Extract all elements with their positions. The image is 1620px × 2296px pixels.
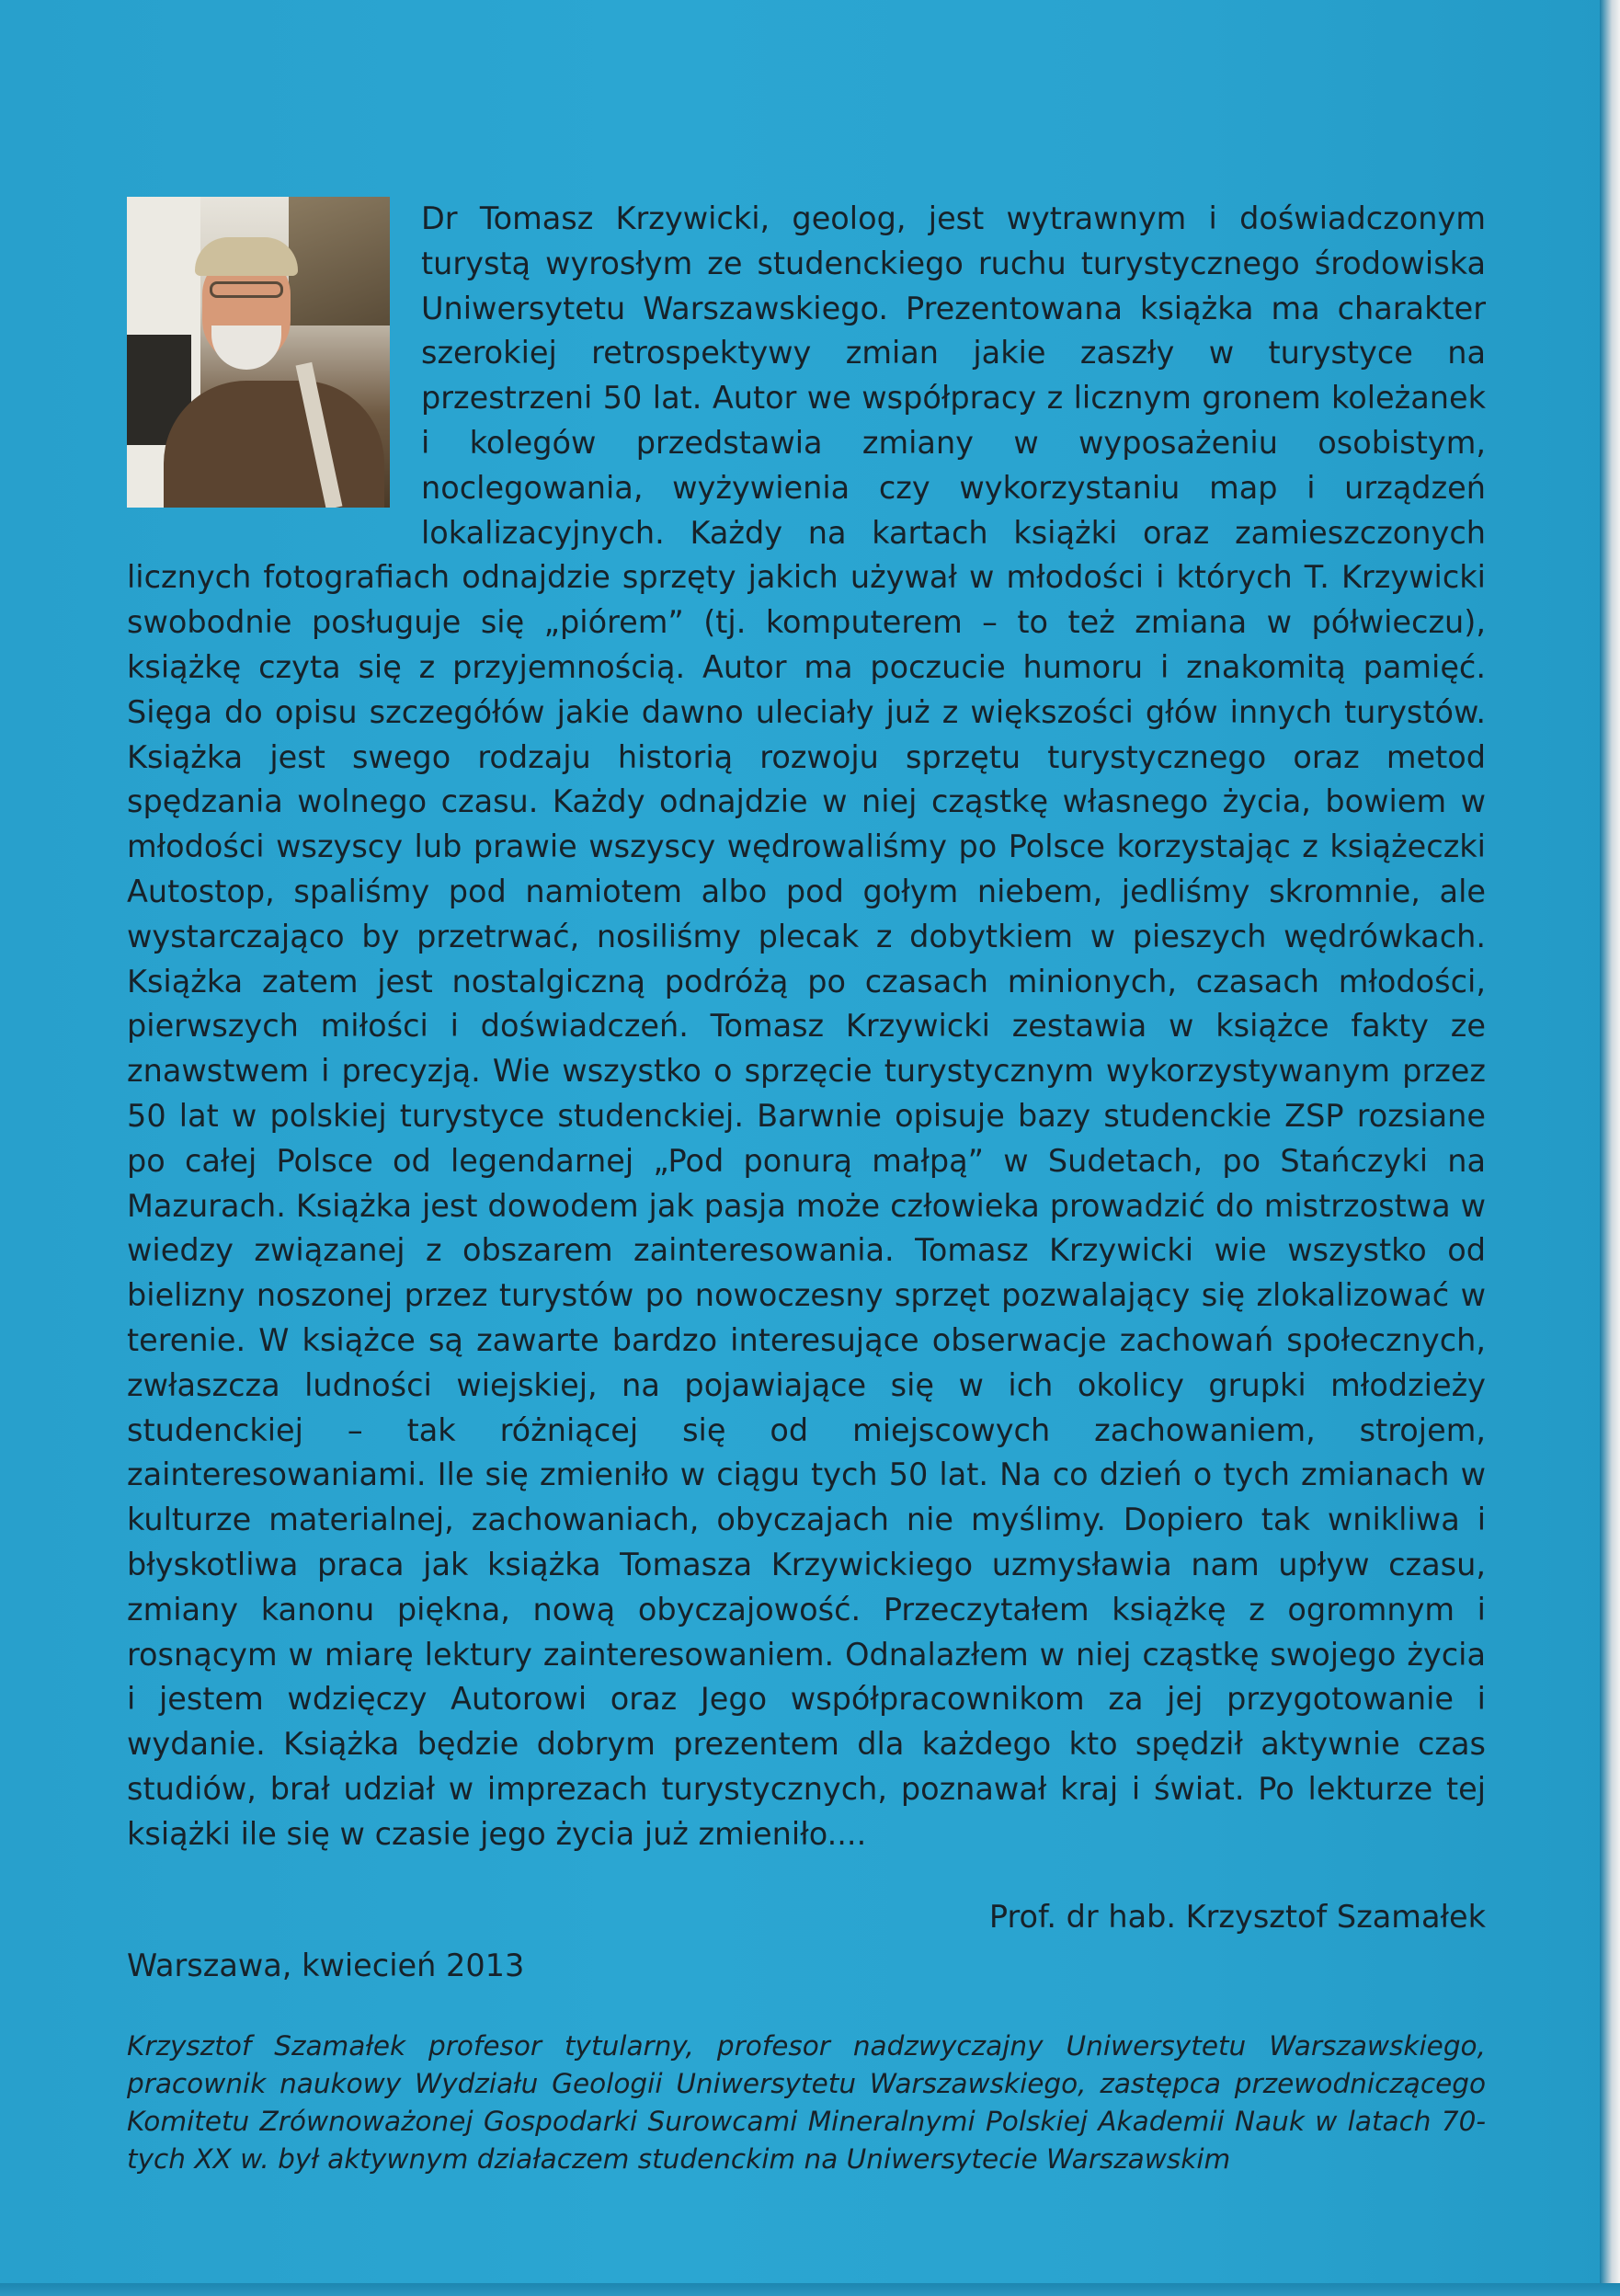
reviewer-bio: Krzysztof Szamałek profesor tytularny, profesor nadzwyczajny Uniwersytetu Warszawskiego, pracownik naukowy Wydziału Geologii Uniwersytetu Warszawskiego, zastępca przewodniczącego Komitetu Zrównoważonej Gospodarki Surowcami Mineralnymi Polskiej Akademii Nauk w latach 70-tych XX w. był aktywnym działaczem studenckim na Uniwersytecie Warszawskim	[127, 2030, 1486, 2176]
photo-beard	[211, 326, 281, 370]
place-date: Warszawa, kwiecień 2013	[127, 1948, 525, 1984]
photo-cap	[195, 237, 298, 276]
author-photo	[127, 197, 390, 508]
photo-jacket	[164, 381, 384, 508]
cover-content	[127, 197, 1486, 2178]
review-text: Dr Tomasz Krzywicki, geolog, jest wytrawnym i doświadczonym turystą wyrosłym ze studenckiego ruchu turystycznego środowiska Uniwersytetu Warszawskiego. Prezentowana książka ma charakter szerokiej retrospektywy zmian jakie zaszły w turystyce na przestrzeni 50 lat. Autor we współpracy z licznym gronem koleżanek i kolegów przedstawia zmiany w wyposażeniu osobistym, noclegowania, wyżywienia czy wykorzystaniu map i urządzeń lokalizacyjnych. Każdy na kartach książki oraz zamieszczonych licznych fotografiach odnajdzie sprzęty jakich używał w młodości i których T. Krzywicki swobodnie posługuje się „piórem” (tj. komputerem – to też zmiana w półwieczu), książkę czyta się z przyjemnością. Autor ma poczucie humoru i znakomitą pamięć. Sięga do opisu szczegółów jakie dawno uleciały już z większości głów innych turystów. Książka jest swego rodzaju historią rozwoju sprzętu turystycznego oraz metod spędzania wolnego czasu. Każdy odnajdzie w niej cząstkę własnego życia, bowiem w młodości wszyscy lub prawie wszyscy wędrowaliśmy po Polsce korzystając z książeczki Autostop, spaliśmy pod namiotem albo pod gołym niebem, jedliśmy skromnie, ale wystarczająco by przetrwać, nosiliśmy plecak z dobytkiem w pieszych wędrówkach. Książka zatem jest nostalgiczną podróżą po czasach minionych, czasach młodości, pierwszych miłości i doświadczeń. Tomasz Krzywicki zestawia w książce fakty ze znawstwem i precyzją. Wie wszystko o sprzęcie turystycznym wykorzystywanym przez 50 lat w polskiej turystyce studenckiej. Barwnie opisuje bazy studenckie ZSP rozsiane po całej Polsce od legendarnej „Pod ponurą małpą” w Sudetach, po Stańczyki na Mazurach. Książka jest dowodem jak pasja może człowieka prowadzić do mistrzostwa w wiedzy związanej z obszarem zainteresowania. Tomasz Krzywicki wie wszystko od bielizny noszonej przez turystów po nowoczesny sprzęt pozwalający się zlokalizować w terenie. W książce są zawarte bardzo interesujące obserwacje zachowań społecznych, zwłaszcza ludności wiejskiej, na pojawiające się w ich okolicy grupki młodzieży studenckiej – tak różniącej się od miejscowych zachowaniem, strojem, zainteresowaniami. Ile się zmieniło w ciągu tych 50 lat. Na co dzień o tych zmianach w kulturze materialnej, zachowaniach, obyczajach nie myślimy. Dopiero tak wnikliwa i błyskotliwa praca jak książka Tomasza Krzywickiego uzmysławia nam upływ czasu, zmiany kanonu piękna, nową obyczajowość. Przeczytałem książkę z ogromnym i rosnącym w miarę lektury zainteresowaniem. Odnalazłem w niej cząstkę swojego życia i jestem wdzięczy Autorowi oraz Jego współpracownikom za jej przygotowanie i wydanie. Książka będzie dobrym prezentem dla każdego kto spędził aktywnie czas studiów, brał udział w imprezach turystycznych, poznawał kraj i świat. Po lekturze tej książki ile się w czasie jego życia już zmieniło....	[127, 200, 1486, 1852]
photo-glasses	[210, 281, 283, 298]
cover-bottom-edge	[0, 2283, 1620, 2296]
cover-edge	[1600, 0, 1620, 2296]
review-signature: Prof. dr hab. Krzysztof Szamałek	[988, 1899, 1486, 1936]
photo-background-trees	[289, 197, 390, 326]
